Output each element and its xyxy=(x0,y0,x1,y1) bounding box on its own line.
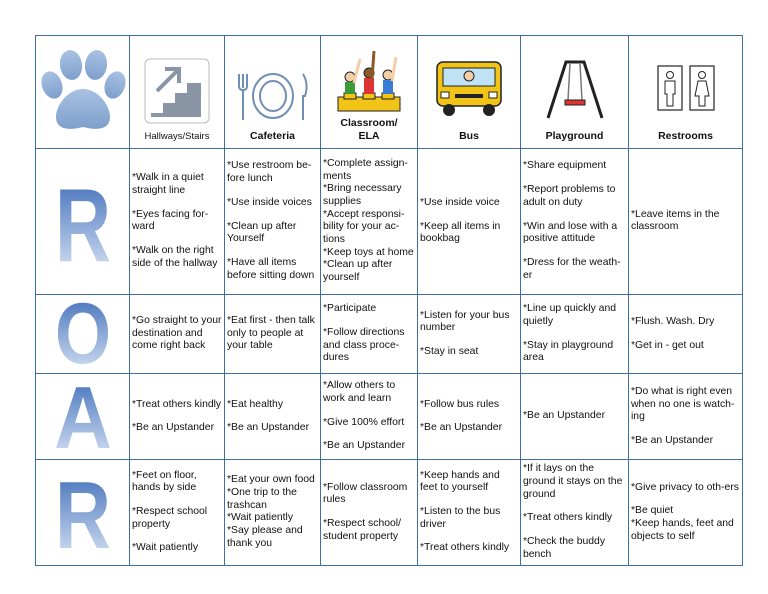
rule-text: *Report problems to adult on duty xyxy=(523,184,616,208)
rule-cell xyxy=(130,294,225,374)
rule-text: *Complete assign-ments xyxy=(323,157,408,182)
rule-text: *Give privacy to oth-ers xyxy=(631,481,739,493)
rule-text: *Keep hands and feet to yourself xyxy=(420,469,500,494)
rule-text: *One trip to the trashcan xyxy=(227,487,297,511)
rule-cell xyxy=(321,294,418,374)
rule-text: *Line up quickly and quietly xyxy=(523,303,617,327)
rule-text: *Be an Upstander xyxy=(227,422,310,434)
header-restrooms xyxy=(629,36,743,149)
rule-text: *Stay in seat xyxy=(420,345,479,357)
header-cafeteria xyxy=(225,36,321,149)
rule-text: *Win and lose with a positive attitude xyxy=(523,220,618,245)
roar-letter-cell xyxy=(36,374,130,460)
rule-text: *Use inside voices xyxy=(227,196,312,208)
roar-row-r2 xyxy=(36,460,743,566)
rule-text: *Bring necessary supplies xyxy=(323,183,402,207)
rule-cell xyxy=(521,294,629,374)
rule-text: *Eat first - then talk only to people at your table xyxy=(227,315,315,352)
header-hallways xyxy=(130,36,225,149)
rule-text: *Be an Upstander xyxy=(323,440,406,452)
rule-cell xyxy=(629,460,743,566)
svg-text:R: R xyxy=(54,462,111,561)
school-bus-icon xyxy=(431,56,507,118)
rule-cell xyxy=(321,460,418,566)
roar-row-a xyxy=(36,374,743,460)
svg-text:O: O xyxy=(54,294,111,369)
rule-text: *Be an Upstander xyxy=(631,434,714,446)
rule-text: *Clean up after Yourself xyxy=(227,220,297,245)
rule-text: *Go straight to your destination and come right back xyxy=(132,315,222,352)
rule-cell xyxy=(521,460,629,566)
rule-text: *Follow classroom rules xyxy=(323,481,408,506)
rule-cell xyxy=(521,149,629,295)
rule-cell xyxy=(225,149,321,295)
header-label: Cafeteria xyxy=(250,130,295,143)
rule-text: *Follow directions and class proce-dures xyxy=(323,326,405,364)
header-label: Bus xyxy=(459,130,479,143)
rule-text: *Follow bus rules xyxy=(420,398,500,410)
rule-cell xyxy=(629,374,743,460)
rule-cell xyxy=(521,374,629,460)
swing-set-icon xyxy=(540,56,610,120)
rule-cell xyxy=(629,294,743,374)
svg-text:A: A xyxy=(53,374,112,455)
rule-cell xyxy=(321,374,418,460)
header-playground xyxy=(521,36,629,149)
rule-text: *Use restroom be-fore lunch xyxy=(227,160,312,185)
header-label: Classroom/ ELA xyxy=(340,117,398,143)
rule-text: *Stay in playground area xyxy=(523,339,614,364)
rule-text: *Accept responsi-bility for your ac-tions xyxy=(323,208,405,246)
stairs-icon xyxy=(143,57,211,125)
rule-text: *If it lays on the ground it stays on the ground xyxy=(523,463,623,500)
header-label: Hallways/Stairs xyxy=(144,131,210,143)
roar-letter xyxy=(38,295,128,369)
rule-text: *Dress for the weath-er xyxy=(523,256,621,281)
rule-cell xyxy=(130,374,225,460)
rule-cell xyxy=(418,460,521,566)
svg-text:R: R xyxy=(54,168,111,284)
rule-text: *Have all items before sitting down xyxy=(227,256,315,281)
rule-text: *Treat others kindly xyxy=(132,398,222,410)
rule-text: *Wait patiently xyxy=(227,512,294,524)
rule-cell xyxy=(225,460,321,566)
roar-matrix xyxy=(35,35,743,566)
rule-cell xyxy=(418,294,521,374)
rule-text: *Say please and thank you xyxy=(227,525,303,549)
rule-text: *Give 100% effort xyxy=(323,416,405,428)
students-raising-hands-icon xyxy=(334,45,404,113)
header-label: Restrooms xyxy=(658,130,713,143)
rule-text: *Eyes facing for-ward xyxy=(132,208,209,233)
rule-cell xyxy=(225,374,321,460)
rule-text: *Eat healthy xyxy=(227,398,284,410)
rule-text: *Flush. Wash. Dry xyxy=(631,315,715,327)
rule-text: *Feet on floor, hands by side xyxy=(132,469,197,494)
rule-text: *Be an Upstander xyxy=(420,422,503,434)
logo-cell xyxy=(36,36,130,149)
rule-text: *Listen for your bus number xyxy=(420,309,510,334)
roar-letter-cell xyxy=(36,149,130,295)
rule-text: *Respect school property xyxy=(132,506,208,530)
paw-print-icon xyxy=(38,47,128,137)
restroom-icon xyxy=(656,64,716,112)
rule-text: *Be quiet xyxy=(631,505,674,517)
rule-text: *Keep all items in bookbag xyxy=(420,220,501,245)
rule-text: *Respect school/ student property xyxy=(323,517,401,542)
rule-text: *Clean up after yourself xyxy=(323,259,393,284)
rule-text: *Keep hands, feet and objects to self xyxy=(631,517,734,542)
rule-text: *Allow others to work and learn xyxy=(323,380,396,405)
roar-letter-cell xyxy=(36,294,130,374)
rule-cell xyxy=(130,460,225,566)
rule-text: *Walk in a quiet straight line xyxy=(132,172,204,196)
rule-cell xyxy=(418,374,521,460)
rule-cell xyxy=(130,149,225,295)
roar-row-o xyxy=(36,294,743,374)
roar-letter xyxy=(38,460,128,560)
rule-text: *Treat others kindly xyxy=(420,542,510,554)
rule-text: *Treat others kindly xyxy=(523,512,613,524)
roar-letter xyxy=(38,374,128,454)
plate-fork-knife-icon xyxy=(233,68,313,124)
rule-text: *Get in - get out xyxy=(631,339,704,351)
rule-text: *Listen to the bus driver xyxy=(420,506,501,530)
rule-text: *Leave items in the classroom xyxy=(631,208,720,233)
roar-letter xyxy=(38,149,128,289)
rule-text: *Keep toys at home xyxy=(323,246,414,258)
rule-text: *Share equipment xyxy=(523,160,607,172)
header-classroom xyxy=(321,36,418,149)
rule-text: *Be an Upstander xyxy=(523,410,606,422)
header-row xyxy=(36,36,743,149)
rule-text: *Be an Upstander xyxy=(132,422,215,434)
rule-text: *Check the buddy bench xyxy=(523,536,606,560)
rule-cell xyxy=(321,149,418,295)
header-label: Playground xyxy=(545,130,604,143)
rule-cell xyxy=(225,294,321,374)
rule-text: *Do what is right even when no one is watch-ing xyxy=(631,385,735,423)
rule-text: *Walk on the right side of the hallway xyxy=(132,245,218,269)
roar-letter-cell xyxy=(36,460,130,566)
rule-text: *Eat your own food xyxy=(227,474,315,486)
rule-cell xyxy=(629,149,743,295)
rule-cell xyxy=(418,149,521,295)
roar-row-r xyxy=(36,149,743,295)
rule-text: *Use inside voice xyxy=(420,196,500,208)
rule-text: *Wait patiently xyxy=(132,542,199,554)
header-bus xyxy=(418,36,521,149)
rule-text: *Participate xyxy=(323,303,377,315)
